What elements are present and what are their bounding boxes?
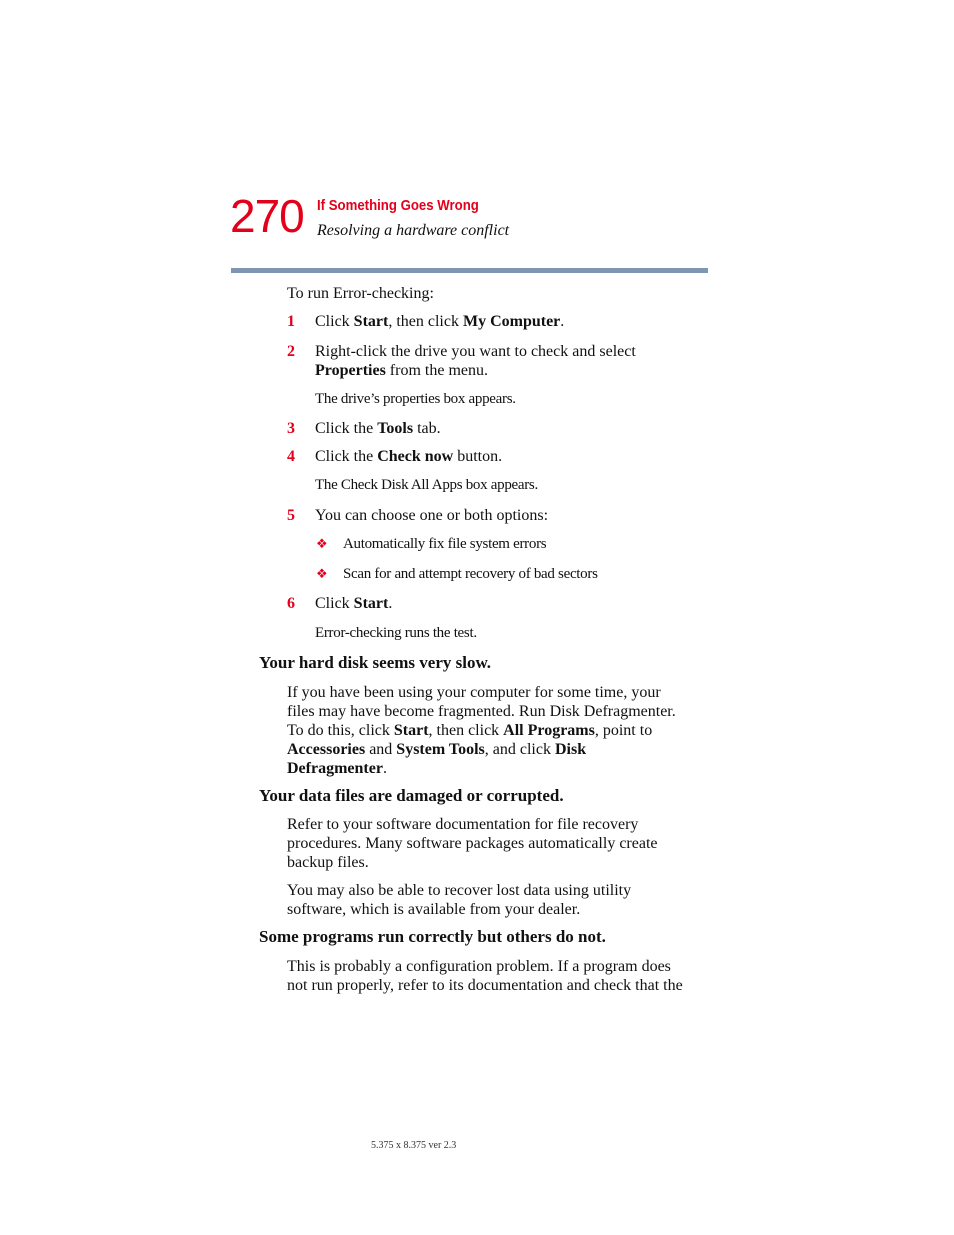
step-2-text: Right-click the drive you want to check and select Properties from the menu.	[315, 343, 636, 379]
bullet-item: Scan for and attempt recovery of bad sectors	[343, 566, 598, 582]
step-4-text: Click the Check now button.	[315, 448, 503, 465]
step-4-note: The Check Disk All Apps box appears.	[315, 477, 538, 493]
step-5-text: You can choose one or both options:	[315, 507, 549, 524]
step-1-text: Click Start, then click My Computer.	[315, 313, 565, 330]
section-paragraph: Refer to your software documentation for file recovery procedures. Many software packages automatically create backup files.	[287, 816, 658, 871]
diamond-bullet-icon: ❖	[316, 536, 328, 551]
bullet-item: Automatically fix file system errors	[343, 536, 547, 552]
section-paragraph: If you have been using your computer for some time, your files may have become fragmented. Run Disk Defragmenter. To do this, click Start, then click All Programs, point to Accessories and System Tools, and click Disk Defragmenter.	[287, 684, 676, 777]
intro-text: To run Error-checking:	[287, 285, 434, 302]
step-number: 1	[287, 313, 295, 330]
step-3-text: Click the Tools tab.	[315, 420, 441, 437]
step-number: 3	[287, 420, 295, 437]
section-paragraph: You may also be able to recover lost data using utility software, which is available from your dealer.	[287, 882, 632, 918]
step-6-note: Error-checking runs the test.	[315, 625, 477, 641]
section-heading: Some programs run correctly but others do not.	[259, 927, 606, 946]
step-number: 4	[287, 448, 295, 465]
page-number: 270	[230, 190, 304, 242]
section-title: Resolving a hardware conflict	[317, 222, 510, 239]
step-number: 6	[287, 595, 295, 612]
section-paragraph: This is probably a configuration problem. If a program does not run properly, refer to its documentation and check that the	[287, 958, 683, 994]
header-rule	[231, 268, 708, 273]
step-number: 5	[287, 507, 295, 524]
section-heading: Your data files are damaged or corrupted.	[259, 786, 564, 805]
step-2-note: The drive’s properties box appears.	[315, 391, 516, 407]
section-heading: Your hard disk seems very slow.	[259, 653, 492, 672]
page-footer: 5.375 x 8.375 ver 2.3	[371, 1140, 457, 1151]
step-6-text: Click Start.	[315, 595, 393, 612]
chapter-title: If Something Goes Wrong	[317, 197, 479, 214]
step-number: 2	[287, 343, 295, 360]
diamond-bullet-icon: ❖	[316, 566, 328, 581]
